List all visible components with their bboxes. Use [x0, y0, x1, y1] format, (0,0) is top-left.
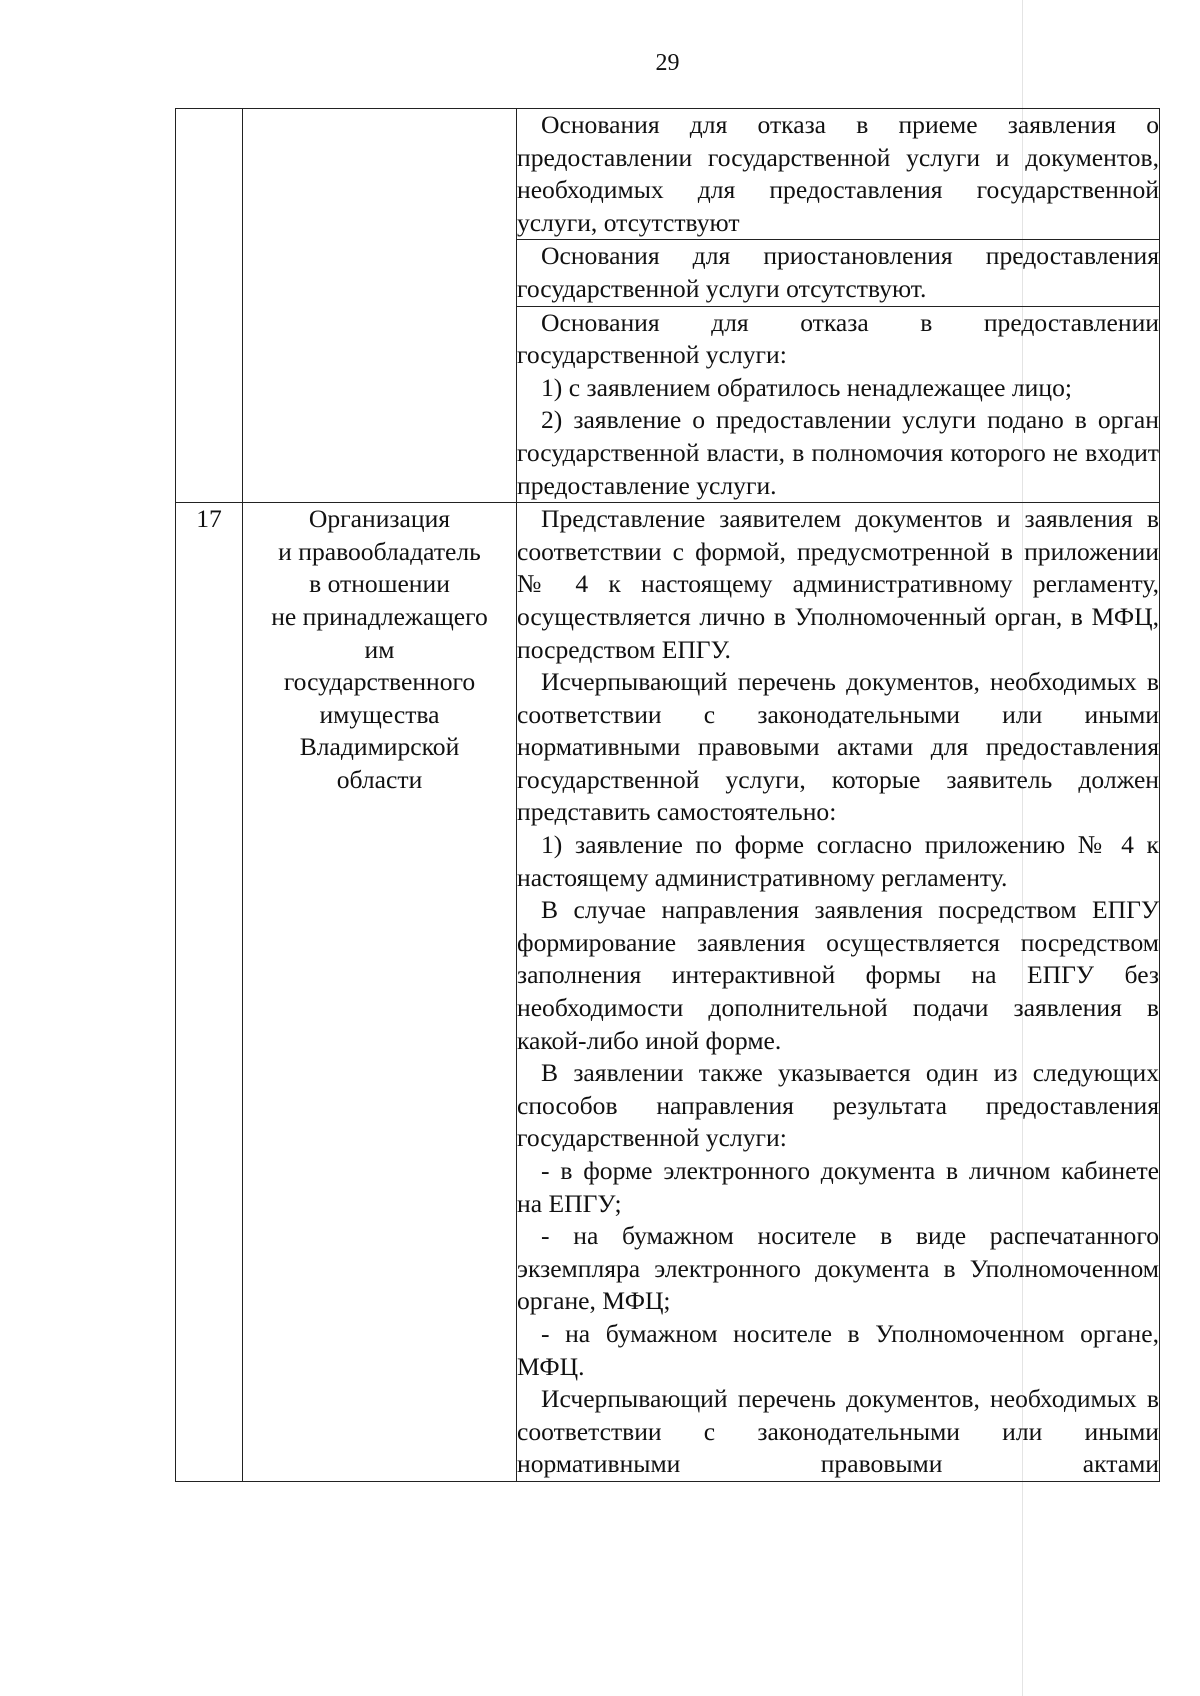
- paragraph: - в форме электронного документа в личном кабинете на ЕПГУ;: [517, 1156, 1159, 1218]
- name-line: в отношении: [309, 569, 450, 599]
- paragraph: Исчерпывающий перечень документов, необходимых в соответствии с законодательными или иными нормативными правовыми актами: [517, 1384, 1159, 1479]
- grounds-refusal-provision-cell: [517, 306, 1160, 503]
- grounds-refusal-acceptance-cell: [517, 109, 1160, 240]
- page-number: 29: [655, 50, 680, 76]
- paragraph: 2) заявление о предоставлении услуги подано в орган государственной власти, в полномочия которого не входит предоставление услуги.: [517, 405, 1159, 500]
- paragraph: - на бумажном носителе в Уполномоченном органе, МФЦ.: [517, 1318, 1159, 1381]
- row-number-cell: 17: [176, 503, 243, 1482]
- name-line: и правообладатель: [278, 536, 481, 566]
- table-row-continued: [176, 109, 1160, 240]
- row-text-cell: [517, 503, 1160, 1482]
- paragraph: В случае направления заявления посредством ЕПГУ формирование заявления осуществляется посредством заполнения интерактивной формы на ЕПГУ без необходимости дополнительной подачи заявления в какой-либо иной форме.: [517, 895, 1159, 1055]
- grounds-suspension-cell: [517, 240, 1160, 306]
- name-line: имущества: [319, 699, 440, 729]
- paragraph: Исчерпывающий перечень документов, необходимых в соответствии с законодательными или иными нормативными правовыми актами для предоставления государственной услуги, которые заявитель должен представить самостоятельно:: [517, 667, 1159, 827]
- row-name-cell: [243, 109, 517, 503]
- name-line: Организация: [308, 504, 451, 534]
- name-line: не принадлежащего: [271, 601, 488, 631]
- name-line: им: [364, 634, 395, 664]
- paragraph: 1) заявление по форме согласно приложению № 4 к настоящему административному регламенту.: [517, 830, 1159, 892]
- paragraph: В заявлении также указывается один из следующих способов направления результата предоставления государственной услуги:: [517, 1058, 1159, 1153]
- name-line: области: [336, 764, 423, 794]
- row-name-cell: [243, 503, 517, 1482]
- paragraph: Основания для отказа в приеме заявления о предоставлении государственной услуги и документов, необходимых для предоставления государственной услуги, отсутствуют: [517, 110, 1159, 237]
- table-row-17: [176, 503, 1160, 1482]
- paragraph: - на бумажном носителе в виде распечатанного экземпляра электронного документа в Уполномоченном органе, МФЦ;: [517, 1221, 1159, 1316]
- regulation-table: [175, 108, 1160, 1482]
- row-number-cell: [176, 109, 243, 503]
- paragraph: Представление заявителем документов и заявления в соответствии с формой, предусмотренной в приложении № 4 к настоящему административному регламенту, осуществляется лично в Уполномоченный орган, в МФЦ, посредством ЕПГУ.: [517, 504, 1159, 664]
- paragraph: 1) с заявлением обратилось ненадлежащее лицо;: [541, 372, 1072, 402]
- name-line: государственного: [283, 667, 476, 697]
- paragraph: Основания для приостановления предоставления государственной услуги отсутствуют.: [517, 241, 1159, 303]
- name-line: Владимирской: [299, 732, 460, 762]
- paragraph: Основания для отказа в предоставлении государственной услуги:: [517, 307, 1159, 370]
